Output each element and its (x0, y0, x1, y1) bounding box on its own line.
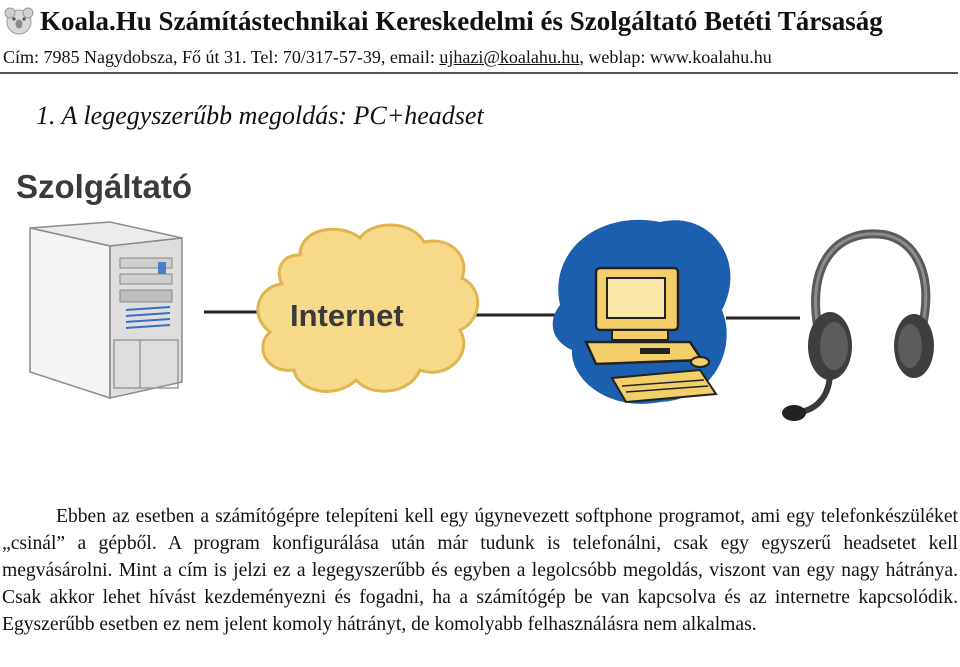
internet-label: Internet (290, 298, 404, 333)
contact-address: Cím: 7985 Nagydobsza, Fő út 31. Tel: 70/317-57-39, email: (3, 47, 440, 67)
koala-logo-icon (4, 6, 34, 36)
section-title: 1. A legegyszerűbb megoldás: PC+headset (36, 101, 484, 130)
contact-line (3, 47, 772, 68)
network-diagram (0, 150, 960, 490)
description-paragraph: Ebben az esetben a számítógépre telepíteni kell egy úgynevezett softphone programot, ami egy telefonkészüléket „csinál” a gépből. A program konfigurálása után már tudunk is telefonálni, csak egy egyszerű headsetet kell megvásárolni. Mint a cím is jelzi ez a legegyszerűbb és egyben a legolcsóbb megoldás, viszont van egy nagy hátránya. Csak akkor lehet hívást kezdeményezni és fogadni, ha a számítógép be van kapcsolva és az internetre kapcsolódik. Egyszerűbb esetben ez nem jelent komoly hátrányt, de komolyabb felhasználásra nem alkalmas. (2, 506, 958, 635)
email-link[interactable]: ujhazi@koalahu.hu (439, 47, 580, 67)
server-icon (30, 222, 182, 398)
provider-label: Szolgáltató (16, 168, 193, 205)
headset-icon (782, 234, 934, 421)
company-name: Koala.Hu Számítástechnikai Kereskedelmi és Szolgáltató Betéti Társaság (40, 6, 883, 36)
internet-cloud-icon (258, 225, 478, 391)
header-divider (0, 72, 958, 74)
contact-website: , weblap: www.koalahu.hu (579, 47, 772, 67)
page-header (0, 0, 960, 74)
pc-icon (553, 220, 731, 404)
